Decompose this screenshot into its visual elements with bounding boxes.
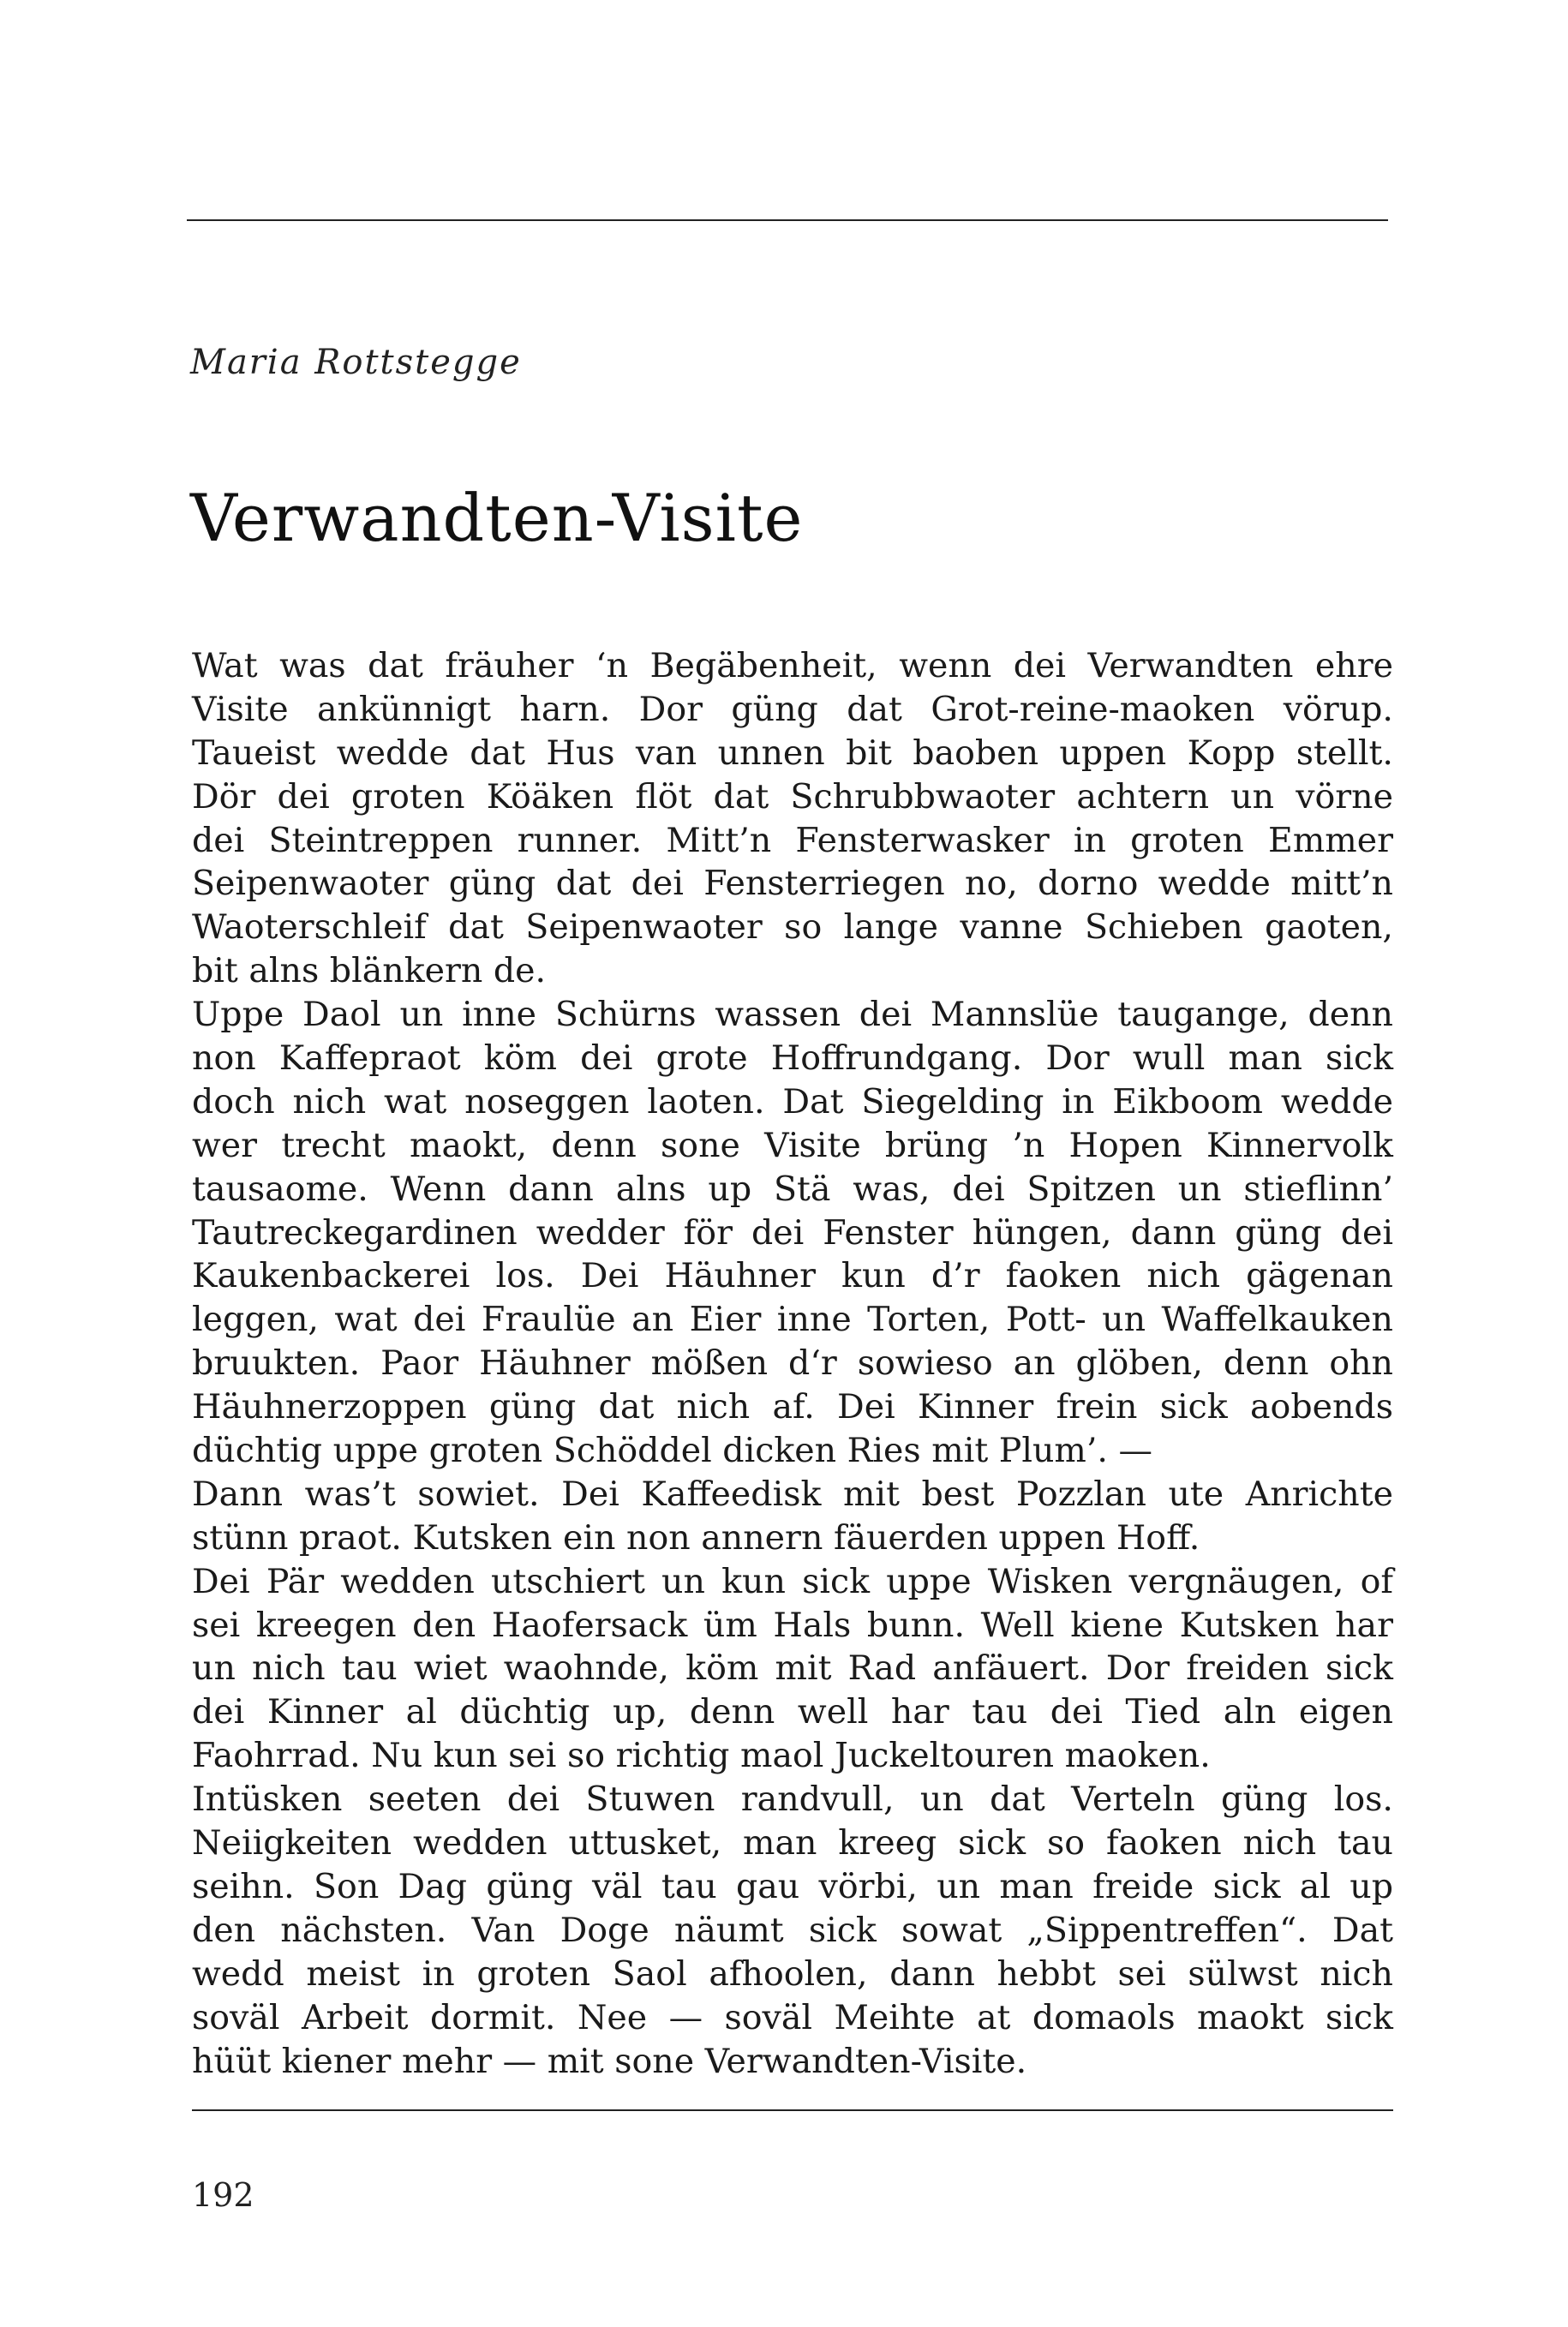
text-line: doch nich wat noseggen laoten. Dat Siegelding in Eikboom wedde xyxy=(192,1081,1393,1122)
text-line: dei Kinner al düchtig up, denn well har tau dei Tied aln eigen xyxy=(192,1692,1393,1732)
text-line: Visite ankünnigt harn. Dor güng dat Grot-reine-maoken vörup. xyxy=(192,689,1393,729)
text-line: Kaukenbackerei los. Dei Häuhner kun d’r faoken nich gägenan xyxy=(192,1256,1393,1296)
text-line: soväl Arbeit dormit. Nee — soväl Meihte at domaols maokt sick xyxy=(192,1997,1393,2037)
text-line: Tautreckegardinen wedder för dei Fenster hüngen, dann güng dei xyxy=(192,1212,1393,1253)
text-line: Uppe Daol un inne Schürns wassen dei Mannslüe taugange, denn xyxy=(192,995,1393,1035)
text-line: sei kreegen den Haofersack üm Hals bunn. Well kiene Kutsken har xyxy=(192,1605,1393,1645)
text-line: Dör dei groten Köäken flöt dat Schrubbwaoter achtern un vörne xyxy=(192,776,1393,817)
text-line: den nächsten. Van Doge näumt sick sowat „Sippentreffen“. Dat xyxy=(192,1910,1393,1950)
text-line: bit alns blänkern de. xyxy=(192,951,547,991)
text-line: un nich tau wiet waohnde, köm mit Rad anfäuert. Dor freiden sick xyxy=(192,1648,1393,1689)
text-line: Waoterschleif dat Seipenwaoter so lange vanne Schieben gaoten, xyxy=(192,907,1393,948)
page-number: 192 xyxy=(192,2176,254,2214)
text-line: Intüsken seeten dei Stuwen randvull, un dat Verteln güng los. xyxy=(192,1780,1393,1820)
text-line: dei Steintreppen runner. Mitt’n Fensterwasker in groten Emmer xyxy=(192,820,1393,860)
bottom-rule xyxy=(192,2109,1393,2111)
text-line: leggen, wat dei Fraulüe an Eier inne Torten, Pott- un Waffelkauken xyxy=(192,1300,1393,1340)
text-line: tausaome. Wenn dann alns up Stä was, dei Spitzen un stieflinn’ xyxy=(192,1169,1393,1209)
top-rule xyxy=(187,219,1388,221)
text-line: Dei Pär wedden utschiert un kun sick uppe Wisken vergnäugen, of xyxy=(192,1561,1393,1601)
text-line: Neiigkeiten wedden uttusket, man kreeg sick so faoken nich tau xyxy=(192,1823,1393,1863)
text-line: bruukten. Paor Häuhner mößen d‘r sowieso an glöben, denn ohn xyxy=(192,1343,1393,1384)
text-line: Wat was dat fräuher ‘n Begäbenheit, wenn dei Verwandten ehre xyxy=(192,646,1393,685)
text-line: Faohrrad. Nu kun sei so richtig maol Juckeltouren maoken. xyxy=(192,1736,1211,1776)
text-line: wer trecht maokt, denn sone Visite brüng ’n Hopen Kinnervolk xyxy=(192,1125,1393,1165)
text-line: Dann was’t sowiet. Dei Kaffeedisk mit best Pozzlan ute Anrichte xyxy=(192,1474,1393,1514)
text-line: seihn. Son Dag güng väl tau gau vörbi, un man freide sick al up xyxy=(192,1866,1393,1906)
text-line: wedd meist in groten Saol afhoolen, dann hebbt sei sülwst nich xyxy=(192,1953,1393,1994)
text-line: non Kaffepraot köm dei grote Hoffrundgang. Dor wull man sick xyxy=(192,1038,1393,1079)
text-line: Seipenwaoter güng dat dei Fensterriegen no, dorno wedde mitt’n xyxy=(192,864,1393,904)
text-line: Häuhnerzoppen güng dat nich af. Dei Kinner frein sick aobends xyxy=(192,1387,1393,1427)
text-line: stünn praot. Kutsken ein non annern fäuerden uppen Hoff. xyxy=(192,1517,1200,1558)
page-title: Verwandten-Visite xyxy=(190,480,804,556)
text-line: Taueist wedde dat Hus van unnen bit baoben uppen Kopp stellt. xyxy=(192,733,1393,773)
text-line: hüüt kiener mehr — mit sone Verwandten-Visite. xyxy=(192,2041,1027,2081)
author-name: Maria Rottstegge xyxy=(190,343,522,382)
body-text xyxy=(192,644,1393,2083)
text-line: düchtig uppe groten Schöddel dicken Ries mit Plum’. — xyxy=(192,1431,1153,1471)
